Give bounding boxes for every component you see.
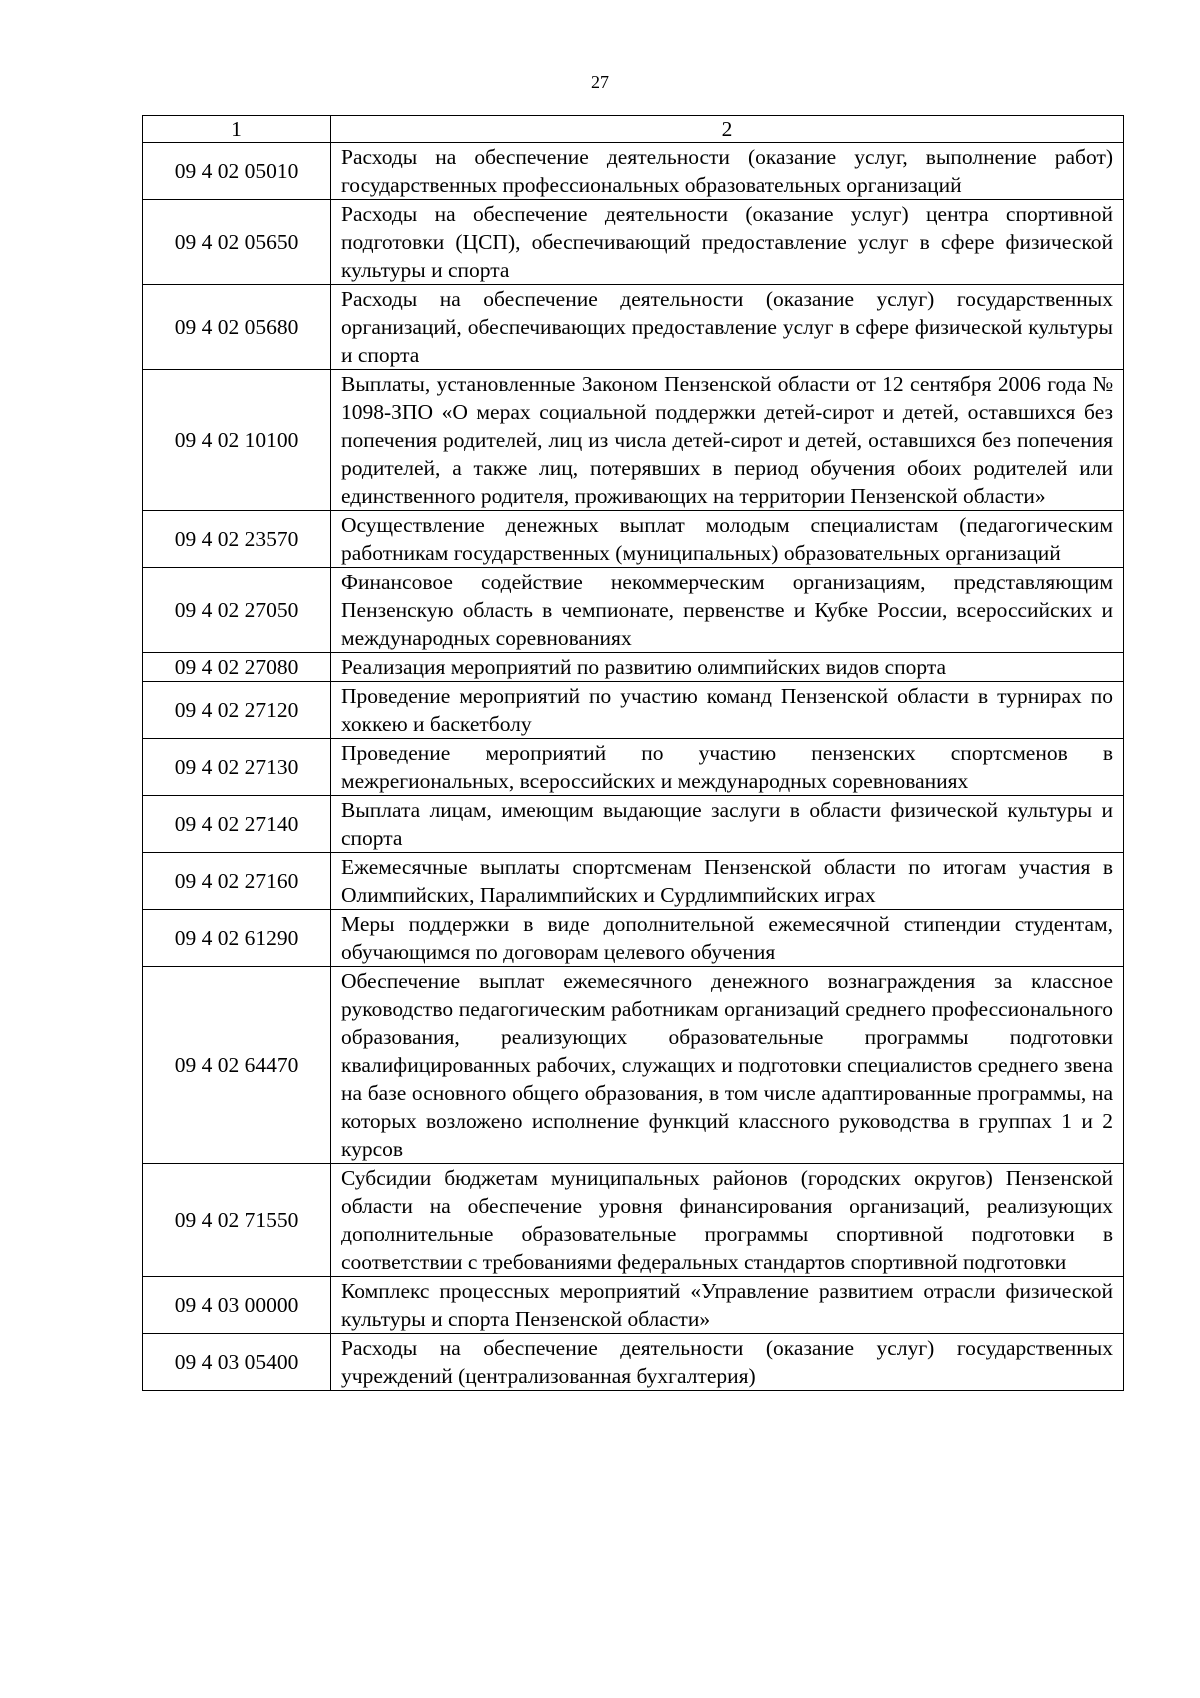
row-description: Обеспечение выплат ежемесячного денежного вознаграждения за классное руководство педагогическим работникам организаций среднего профессионального образования, реализующих образовательные программы подготовки квалифицированных рабочих, служащих и подготовки специалистов среднего звена на базе основного общего образования, в том числе адаптированные программы, на которых возложено исполнение функций классного руководства в группах 1 и 2 курсов	[331, 967, 1124, 1164]
row-description: Субсидии бюджетам муниципальных районов (городских округов) Пензенской области на обеспечение уровня финансирования организаций, реализующих дополнительные образовательные программы спортивной подготовки в соответствии с требованиями федеральных стандартов спортивной подготовки	[331, 1164, 1124, 1277]
row-description: Ежемесячные выплаты спортсменам Пензенской области по итогам участия в Олимпийских, Паралимпийских и Сурдлимпийских играх	[331, 853, 1124, 910]
row-code: 09 4 02 27050	[143, 568, 331, 653]
row-description: Расходы на обеспечение деятельности (оказание услуг) государственных организаций, обеспечивающих предоставление услуг в сфере физической культуры и спорта	[331, 285, 1124, 370]
row-code: 09 4 02 05680	[143, 285, 331, 370]
row-description: Комплекс процессных мероприятий «Управление развитием отрасли физической культуры и спорта Пензенской области»	[331, 1277, 1124, 1334]
row-description: Выплата лицам, имеющим выдающие заслуги в области физической культуры и спорта	[331, 796, 1124, 853]
row-description: Выплаты, установленные Законом Пензенской области от 12 сентября 2006 года № 1098-ЗПО «О мерах социальной поддержки детей-сирот и детей, оставшихся без попечения родителей, лиц из числа детей-сирот и детей, оставшихся без попечения родителей, а также лиц, потерявших в период обучения обоих родителей или единственного родителя, проживающих на территории Пензенской области»	[331, 370, 1124, 511]
row-code: 09 4 02 05650	[143, 200, 331, 285]
row-description: Расходы на обеспечение деятельности (оказание услуг) государственных учреждений (централизованная бухгалтерия)	[331, 1334, 1124, 1391]
row-description: Осуществление денежных выплат молодым специалистам (педагогическим работникам государственных (муниципальных) образовательных организаций	[331, 511, 1124, 568]
row-description: Проведение мероприятий по участию команд Пензенской области в турнирах по хоккею и баскетболу	[331, 682, 1124, 739]
row-code: 09 4 03 00000	[143, 1277, 331, 1334]
row-code: 09 4 02 27120	[143, 682, 331, 739]
page-number: 27	[591, 72, 609, 92]
row-description: Меры поддержки в виде дополнительной ежемесячной стипендии студентам, обучающимся по договорам целевого обучения	[331, 910, 1124, 967]
table-row	[143, 739, 1124, 796]
row-code: 09 4 02 71550	[143, 1164, 331, 1277]
table-header-row	[143, 116, 1124, 143]
table-row	[143, 1277, 1124, 1334]
table-row	[143, 967, 1124, 1164]
table-row	[143, 143, 1124, 200]
table-row	[143, 568, 1124, 653]
table-row	[143, 285, 1124, 370]
row-description: Проведение мероприятий по участию пензенских спортсменов в межрегиональных, всероссийских и международных соревнованиях	[331, 739, 1124, 796]
column-header-description: 2	[331, 116, 1124, 143]
row-code: 09 4 02 23570	[143, 511, 331, 568]
budget-codes-table	[142, 115, 1124, 1391]
table-row	[143, 682, 1124, 739]
row-code: 09 4 02 27080	[143, 653, 331, 682]
table-row	[143, 1334, 1124, 1391]
row-code: 09 4 03 05400	[143, 1334, 331, 1391]
table-row	[143, 853, 1124, 910]
row-code: 09 4 02 27130	[143, 739, 331, 796]
table-row	[143, 370, 1124, 511]
table-row	[143, 511, 1124, 568]
row-code: 09 4 02 27160	[143, 853, 331, 910]
table-row	[143, 1164, 1124, 1277]
row-code: 09 4 02 05010	[143, 143, 331, 200]
column-header-code: 1	[143, 116, 331, 143]
row-description: Расходы на обеспечение деятельности (оказание услуг) центра спортивной подготовки (ЦСП), обеспечивающий предоставление услуг в сфере физической культуры и спорта	[331, 200, 1124, 285]
table-row	[143, 796, 1124, 853]
table-row	[143, 200, 1124, 285]
row-code: 09 4 02 27140	[143, 796, 331, 853]
row-code: 09 4 02 10100	[143, 370, 331, 511]
row-description: Реализация мероприятий по развитию олимпийских видов спорта	[331, 653, 1124, 682]
row-code: 09 4 02 61290	[143, 910, 331, 967]
table-row	[143, 910, 1124, 967]
row-code: 09 4 02 64470	[143, 967, 331, 1164]
row-description: Финансовое содействие некоммерческим организациям, представляющим Пензенскую область в чемпионате, первенстве и Кубке России, всероссийских и международных соревнованиях	[331, 568, 1124, 653]
row-description: Расходы на обеспечение деятельности (оказание услуг, выполнение работ) государственных профессиональных образовательных организаций	[331, 143, 1124, 200]
table-row	[143, 653, 1124, 682]
